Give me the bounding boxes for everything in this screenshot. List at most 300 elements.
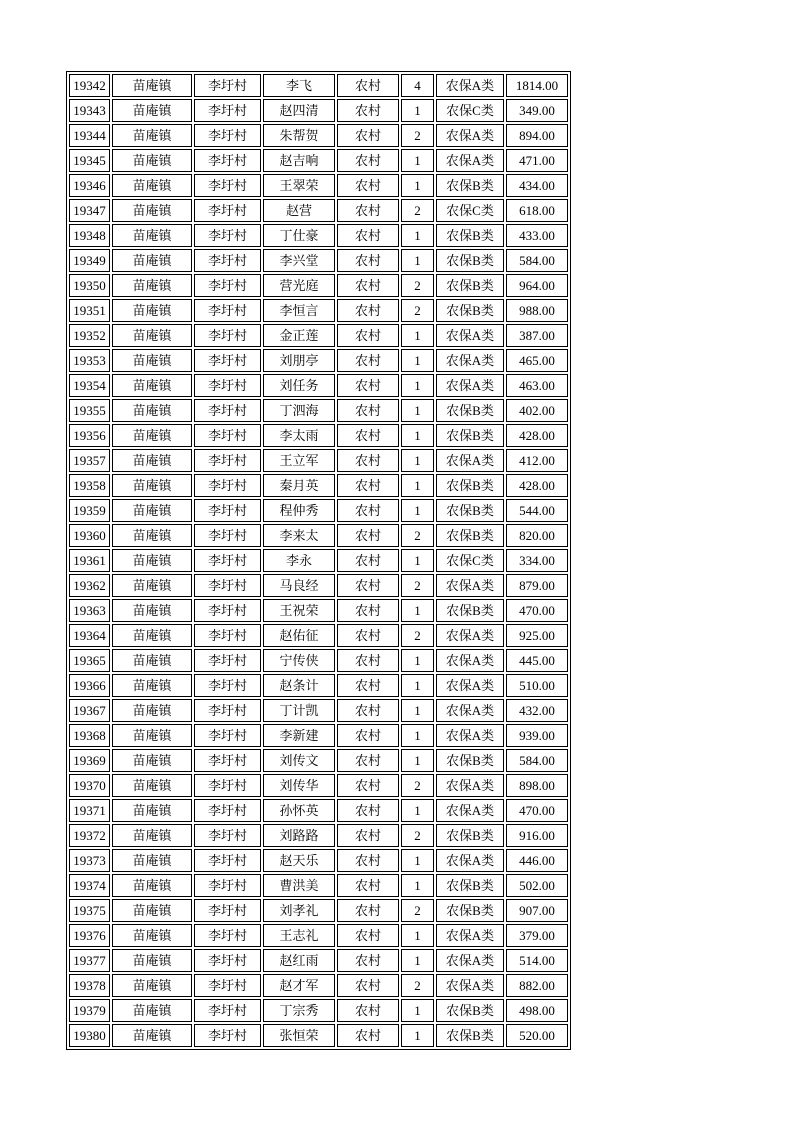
- table-row: [69, 549, 568, 572]
- cell-category: 农保B类: [436, 524, 504, 547]
- cell-amount: 584.00: [506, 749, 568, 772]
- cell-village: 李圩村: [194, 199, 261, 222]
- cell-amount: 334.00: [506, 549, 568, 572]
- cell-amount: 445.00: [506, 649, 568, 672]
- cell-amount: 584.00: [506, 249, 568, 272]
- cell-category: 农保B类: [436, 249, 504, 272]
- cell-category: 农保B类: [436, 1024, 504, 1047]
- cell-village: 李圩村: [194, 524, 261, 547]
- cell-village: 李圩村: [194, 274, 261, 297]
- cell-town: 苗庵镇: [112, 274, 192, 297]
- cell-category: 农保C类: [436, 199, 504, 222]
- cell-amount: 544.00: [506, 499, 568, 522]
- cell-category: 农保A类: [436, 699, 504, 722]
- cell-id: 19377: [69, 949, 110, 972]
- cell-town: 苗庵镇: [112, 524, 192, 547]
- cell-amount: 907.00: [506, 899, 568, 922]
- cell-category: 农保B类: [436, 224, 504, 247]
- cell-id: 19375: [69, 899, 110, 922]
- cell-category: 农保B类: [436, 899, 504, 922]
- table-row: [69, 974, 568, 997]
- cell-residence: 农村: [337, 74, 399, 97]
- cell-id: 19364: [69, 624, 110, 647]
- cell-category: 农保B类: [436, 274, 504, 297]
- cell-category: 农保B类: [436, 474, 504, 497]
- table-row: [69, 524, 568, 547]
- cell-name: 李太雨: [263, 424, 335, 447]
- table-row: [69, 674, 568, 697]
- cell-name: 程仲秀: [263, 499, 335, 522]
- cell-count: 1: [401, 374, 434, 397]
- cell-village: 李圩村: [194, 724, 261, 747]
- cell-village: 李圩村: [194, 799, 261, 822]
- cell-count: 1: [401, 249, 434, 272]
- records-table: [66, 71, 571, 1050]
- cell-name: 丁宗秀: [263, 999, 335, 1022]
- cell-residence: 农村: [337, 124, 399, 147]
- cell-town: 苗庵镇: [112, 574, 192, 597]
- cell-town: 苗庵镇: [112, 424, 192, 447]
- cell-amount: 433.00: [506, 224, 568, 247]
- cell-category: 农保B类: [436, 399, 504, 422]
- cell-village: 李圩村: [194, 999, 261, 1022]
- table-row: [69, 949, 568, 972]
- cell-count: 1: [401, 599, 434, 622]
- cell-town: 苗庵镇: [112, 399, 192, 422]
- cell-amount: 879.00: [506, 574, 568, 597]
- cell-town: 苗庵镇: [112, 674, 192, 697]
- cell-amount: 387.00: [506, 324, 568, 347]
- cell-id: 19351: [69, 299, 110, 322]
- cell-name: 丁仕豪: [263, 224, 335, 247]
- cell-category: 农保A类: [436, 124, 504, 147]
- cell-residence: 农村: [337, 424, 399, 447]
- cell-amount: 379.00: [506, 924, 568, 947]
- cell-amount: 939.00: [506, 724, 568, 747]
- cell-count: 1: [401, 924, 434, 947]
- cell-name: 李恒言: [263, 299, 335, 322]
- cell-category: 农保A类: [436, 724, 504, 747]
- cell-name: 王祝荣: [263, 599, 335, 622]
- cell-residence: 农村: [337, 499, 399, 522]
- table-row: [69, 224, 568, 247]
- cell-category: 农保A类: [436, 374, 504, 397]
- cell-residence: 农村: [337, 274, 399, 297]
- cell-category: 农保A类: [436, 949, 504, 972]
- cell-id: 19342: [69, 74, 110, 97]
- cell-name: 秦月英: [263, 474, 335, 497]
- table-row: [69, 74, 568, 97]
- cell-village: 李圩村: [194, 299, 261, 322]
- cell-count: 1: [401, 699, 434, 722]
- table-row: [69, 324, 568, 347]
- cell-id: 19347: [69, 199, 110, 222]
- cell-residence: 农村: [337, 724, 399, 747]
- table-row: [69, 249, 568, 272]
- cell-count: 1: [401, 799, 434, 822]
- cell-count: 2: [401, 199, 434, 222]
- cell-count: 2: [401, 624, 434, 647]
- cell-name: 赵天乐: [263, 849, 335, 872]
- cell-village: 李圩村: [194, 124, 261, 147]
- cell-category: 农保A类: [436, 74, 504, 97]
- cell-town: 苗庵镇: [112, 774, 192, 797]
- cell-id: 19368: [69, 724, 110, 747]
- cell-residence: 农村: [337, 549, 399, 572]
- cell-count: 1: [401, 999, 434, 1022]
- cell-village: 李圩村: [194, 474, 261, 497]
- cell-town: 苗庵镇: [112, 224, 192, 247]
- cell-amount: 618.00: [506, 199, 568, 222]
- cell-town: 苗庵镇: [112, 1024, 192, 1047]
- cell-name: 宁传侠: [263, 649, 335, 672]
- table-row: [69, 774, 568, 797]
- cell-village: 李圩村: [194, 674, 261, 697]
- cell-id: 19378: [69, 974, 110, 997]
- cell-category: 农保A类: [436, 974, 504, 997]
- cell-category: 农保B类: [436, 874, 504, 897]
- cell-name: 王翠荣: [263, 174, 335, 197]
- cell-name: 王立军: [263, 449, 335, 472]
- cell-town: 苗庵镇: [112, 449, 192, 472]
- cell-amount: 470.00: [506, 799, 568, 822]
- table-row: [69, 574, 568, 597]
- cell-village: 李圩村: [194, 74, 261, 97]
- cell-count: 2: [401, 824, 434, 847]
- table-row: [69, 99, 568, 122]
- cell-village: 李圩村: [194, 1024, 261, 1047]
- cell-category: 农保C类: [436, 99, 504, 122]
- cell-count: 1: [401, 174, 434, 197]
- cell-count: 1: [401, 324, 434, 347]
- cell-count: 1: [401, 399, 434, 422]
- cell-village: 李圩村: [194, 824, 261, 847]
- cell-name: 赵四清: [263, 99, 335, 122]
- table-row: [69, 1024, 568, 1047]
- cell-name: 刘路路: [263, 824, 335, 847]
- cell-residence: 农村: [337, 874, 399, 897]
- table-row: [69, 174, 568, 197]
- table-row: [69, 874, 568, 897]
- cell-id: 19352: [69, 324, 110, 347]
- cell-village: 李圩村: [194, 649, 261, 672]
- cell-name: 刘孝礼: [263, 899, 335, 922]
- cell-village: 李圩村: [194, 574, 261, 597]
- cell-id: 19376: [69, 924, 110, 947]
- cell-town: 苗庵镇: [112, 174, 192, 197]
- cell-category: 农保B类: [436, 499, 504, 522]
- cell-town: 苗庵镇: [112, 799, 192, 822]
- cell-village: 李圩村: [194, 174, 261, 197]
- cell-category: 农保A类: [436, 924, 504, 947]
- cell-name: 李来太: [263, 524, 335, 547]
- cell-name: 赵营: [263, 199, 335, 222]
- cell-count: 2: [401, 299, 434, 322]
- cell-town: 苗庵镇: [112, 549, 192, 572]
- table-row: [69, 474, 568, 497]
- cell-id: 19344: [69, 124, 110, 147]
- cell-town: 苗庵镇: [112, 324, 192, 347]
- cell-category: 农保A类: [436, 449, 504, 472]
- cell-village: 李圩村: [194, 874, 261, 897]
- cell-residence: 农村: [337, 799, 399, 822]
- cell-residence: 农村: [337, 399, 399, 422]
- cell-residence: 农村: [337, 574, 399, 597]
- cell-id: 19380: [69, 1024, 110, 1047]
- cell-id: 19365: [69, 649, 110, 672]
- cell-amount: 514.00: [506, 949, 568, 972]
- table-row: [69, 799, 568, 822]
- cell-category: 农保B类: [436, 749, 504, 772]
- table-row: [69, 399, 568, 422]
- cell-name: 赵条计: [263, 674, 335, 697]
- cell-residence: 农村: [337, 1024, 399, 1047]
- cell-name: 金正莲: [263, 324, 335, 347]
- cell-amount: 498.00: [506, 999, 568, 1022]
- cell-village: 李圩村: [194, 599, 261, 622]
- cell-residence: 农村: [337, 249, 399, 272]
- cell-id: 19345: [69, 149, 110, 172]
- cell-name: 刘朋亭: [263, 349, 335, 372]
- cell-town: 苗庵镇: [112, 824, 192, 847]
- cell-category: 农保B类: [436, 999, 504, 1022]
- cell-count: 1: [401, 849, 434, 872]
- cell-residence: 农村: [337, 974, 399, 997]
- cell-amount: 894.00: [506, 124, 568, 147]
- cell-count: 1: [401, 449, 434, 472]
- cell-town: 苗庵镇: [112, 149, 192, 172]
- cell-category: 农保A类: [436, 324, 504, 347]
- cell-id: 19349: [69, 249, 110, 272]
- cell-residence: 农村: [337, 449, 399, 472]
- cell-name: 李兴堂: [263, 249, 335, 272]
- cell-name: 赵佑征: [263, 624, 335, 647]
- cell-town: 苗庵镇: [112, 849, 192, 872]
- cell-amount: 820.00: [506, 524, 568, 547]
- cell-id: 19357: [69, 449, 110, 472]
- cell-village: 李圩村: [194, 749, 261, 772]
- cell-id: 19371: [69, 799, 110, 822]
- cell-village: 李圩村: [194, 774, 261, 797]
- cell-count: 2: [401, 974, 434, 997]
- cell-village: 李圩村: [194, 249, 261, 272]
- cell-count: 1: [401, 949, 434, 972]
- cell-residence: 农村: [337, 324, 399, 347]
- cell-village: 李圩村: [194, 549, 261, 572]
- cell-id: 19374: [69, 874, 110, 897]
- cell-town: 苗庵镇: [112, 899, 192, 922]
- cell-amount: 898.00: [506, 774, 568, 797]
- cell-town: 苗庵镇: [112, 699, 192, 722]
- cell-name: 丁计凯: [263, 699, 335, 722]
- cell-count: 2: [401, 274, 434, 297]
- cell-count: 1: [401, 1024, 434, 1047]
- cell-amount: 502.00: [506, 874, 568, 897]
- cell-count: 2: [401, 524, 434, 547]
- cell-amount: 428.00: [506, 424, 568, 447]
- cell-id: 19372: [69, 824, 110, 847]
- cell-amount: 520.00: [506, 1024, 568, 1047]
- cell-village: 李圩村: [194, 374, 261, 397]
- cell-residence: 农村: [337, 299, 399, 322]
- cell-village: 李圩村: [194, 349, 261, 372]
- cell-residence: 农村: [337, 199, 399, 222]
- table-row: [69, 424, 568, 447]
- cell-name: 曹洪美: [263, 874, 335, 897]
- cell-id: 19369: [69, 749, 110, 772]
- cell-category: 农保A类: [436, 799, 504, 822]
- cell-count: 1: [401, 674, 434, 697]
- cell-id: 19379: [69, 999, 110, 1022]
- cell-amount: 510.00: [506, 674, 568, 697]
- cell-amount: 471.00: [506, 149, 568, 172]
- cell-town: 苗庵镇: [112, 874, 192, 897]
- cell-village: 李圩村: [194, 149, 261, 172]
- cell-village: 李圩村: [194, 499, 261, 522]
- cell-town: 苗庵镇: [112, 74, 192, 97]
- cell-name: 刘任务: [263, 374, 335, 397]
- cell-count: 1: [401, 474, 434, 497]
- cell-name: 王志礼: [263, 924, 335, 947]
- cell-count: 1: [401, 224, 434, 247]
- cell-id: 19370: [69, 774, 110, 797]
- cell-town: 苗庵镇: [112, 299, 192, 322]
- cell-town: 苗庵镇: [112, 474, 192, 497]
- table-row: [69, 374, 568, 397]
- cell-category: 农保A类: [436, 649, 504, 672]
- cell-id: 19366: [69, 674, 110, 697]
- cell-amount: 434.00: [506, 174, 568, 197]
- cell-town: 苗庵镇: [112, 724, 192, 747]
- cell-village: 李圩村: [194, 324, 261, 347]
- cell-amount: 964.00: [506, 274, 568, 297]
- cell-amount: 463.00: [506, 374, 568, 397]
- cell-village: 李圩村: [194, 974, 261, 997]
- cell-category: 农保B类: [436, 299, 504, 322]
- cell-town: 苗庵镇: [112, 949, 192, 972]
- cell-id: 19359: [69, 499, 110, 522]
- cell-residence: 农村: [337, 149, 399, 172]
- cell-name: 营光庭: [263, 274, 335, 297]
- cell-town: 苗庵镇: [112, 499, 192, 522]
- cell-category: 农保A类: [436, 674, 504, 697]
- cell-residence: 农村: [337, 174, 399, 197]
- cell-town: 苗庵镇: [112, 974, 192, 997]
- cell-category: 农保B类: [436, 599, 504, 622]
- cell-name: 赵才军: [263, 974, 335, 997]
- cell-village: 李圩村: [194, 224, 261, 247]
- cell-residence: 农村: [337, 699, 399, 722]
- cell-town: 苗庵镇: [112, 249, 192, 272]
- cell-town: 苗庵镇: [112, 374, 192, 397]
- table-row: [69, 599, 568, 622]
- table-row: [69, 499, 568, 522]
- cell-name: 李飞: [263, 74, 335, 97]
- cell-category: 农保A类: [436, 774, 504, 797]
- cell-town: 苗庵镇: [112, 649, 192, 672]
- cell-name: 张恒荣: [263, 1024, 335, 1047]
- cell-id: 19343: [69, 99, 110, 122]
- table-row: [69, 274, 568, 297]
- cell-category: 农保B类: [436, 424, 504, 447]
- cell-town: 苗庵镇: [112, 599, 192, 622]
- cell-category: 农保A类: [436, 349, 504, 372]
- cell-town: 苗庵镇: [112, 999, 192, 1022]
- cell-id: 19367: [69, 699, 110, 722]
- cell-town: 苗庵镇: [112, 199, 192, 222]
- cell-name: 朱帮贺: [263, 124, 335, 147]
- cell-residence: 农村: [337, 624, 399, 647]
- cell-count: 1: [401, 424, 434, 447]
- cell-residence: 农村: [337, 649, 399, 672]
- table-row: [69, 999, 568, 1022]
- cell-amount: 916.00: [506, 824, 568, 847]
- cell-residence: 农村: [337, 949, 399, 972]
- cell-amount: 412.00: [506, 449, 568, 472]
- cell-amount: 882.00: [506, 974, 568, 997]
- cell-amount: 432.00: [506, 699, 568, 722]
- cell-village: 李圩村: [194, 899, 261, 922]
- table-row: [69, 449, 568, 472]
- cell-residence: 农村: [337, 774, 399, 797]
- table-row: [69, 299, 568, 322]
- cell-town: 苗庵镇: [112, 749, 192, 772]
- table-row: [69, 349, 568, 372]
- cell-residence: 农村: [337, 374, 399, 397]
- cell-amount: 988.00: [506, 299, 568, 322]
- cell-town: 苗庵镇: [112, 924, 192, 947]
- cell-id: 19354: [69, 374, 110, 397]
- cell-count: 1: [401, 724, 434, 747]
- cell-count: 1: [401, 149, 434, 172]
- cell-residence: 农村: [337, 524, 399, 547]
- cell-amount: 349.00: [506, 99, 568, 122]
- cell-residence: 农村: [337, 224, 399, 247]
- cell-count: 2: [401, 774, 434, 797]
- cell-town: 苗庵镇: [112, 124, 192, 147]
- table-row: [69, 699, 568, 722]
- cell-amount: 465.00: [506, 349, 568, 372]
- cell-id: 19360: [69, 524, 110, 547]
- cell-residence: 农村: [337, 824, 399, 847]
- cell-name: 马良经: [263, 574, 335, 597]
- cell-amount: 446.00: [506, 849, 568, 872]
- cell-id: 19355: [69, 399, 110, 422]
- cell-category: 农保A类: [436, 849, 504, 872]
- cell-count: 1: [401, 349, 434, 372]
- cell-residence: 农村: [337, 999, 399, 1022]
- cell-count: 1: [401, 874, 434, 897]
- cell-count: 4: [401, 74, 434, 97]
- cell-id: 19358: [69, 474, 110, 497]
- cell-count: 1: [401, 549, 434, 572]
- cell-name: 丁泗海: [263, 399, 335, 422]
- table-row: [69, 824, 568, 847]
- cell-village: 李圩村: [194, 99, 261, 122]
- cell-name: 刘传华: [263, 774, 335, 797]
- table-row: [69, 924, 568, 947]
- table-row: [69, 849, 568, 872]
- cell-village: 李圩村: [194, 424, 261, 447]
- cell-residence: 农村: [337, 924, 399, 947]
- cell-id: 19356: [69, 424, 110, 447]
- table-row: [69, 149, 568, 172]
- cell-town: 苗庵镇: [112, 99, 192, 122]
- table-row: [69, 749, 568, 772]
- cell-name: 李永: [263, 549, 335, 572]
- cell-name: 孙怀英: [263, 799, 335, 822]
- cell-residence: 农村: [337, 474, 399, 497]
